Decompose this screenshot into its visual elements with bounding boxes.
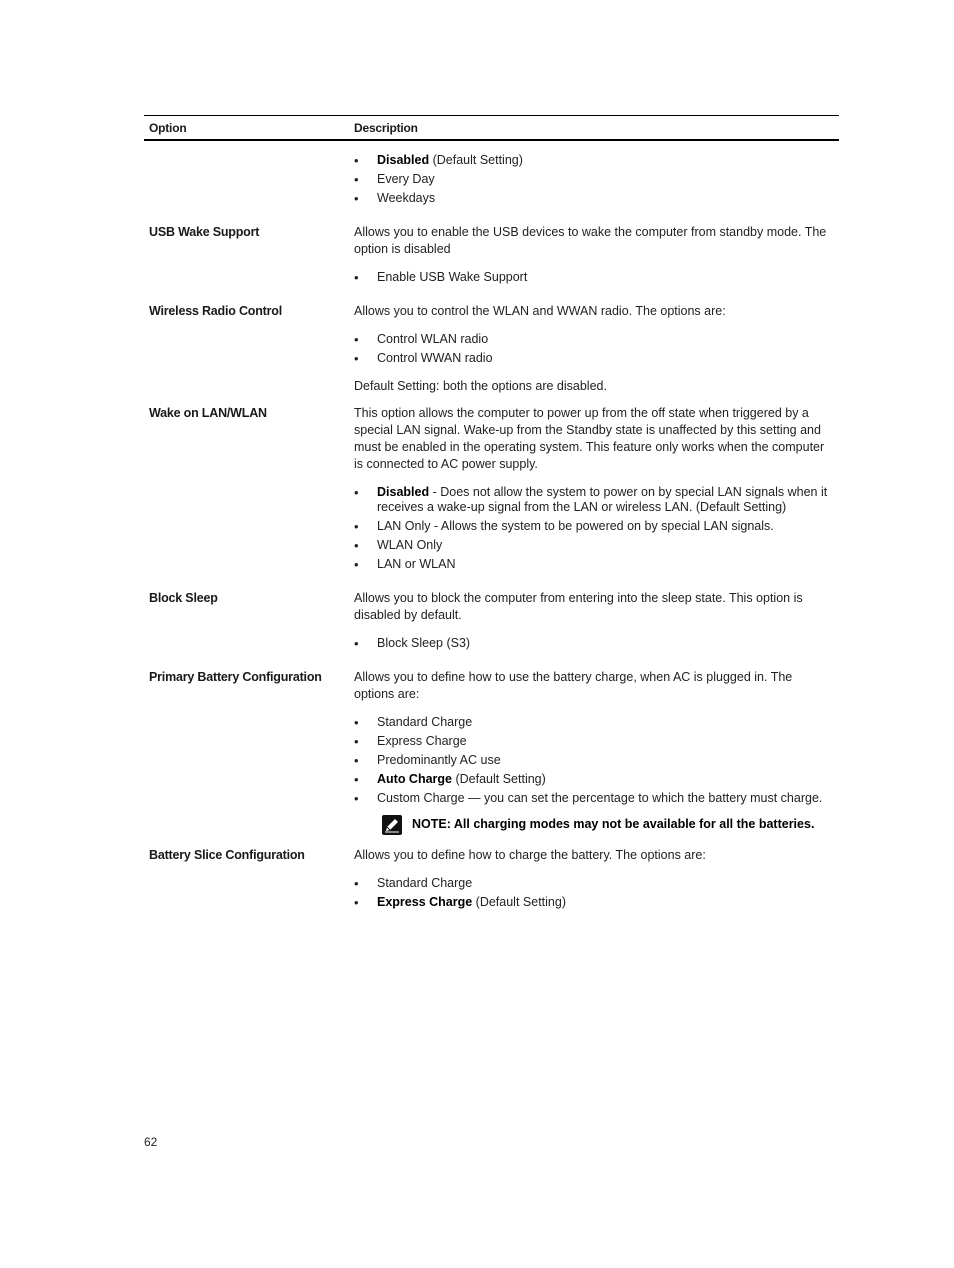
header-option: Option	[144, 116, 349, 141]
option-name: USB Wake Support	[149, 225, 260, 239]
list-item-text: - Does not allow the system to power on by special LAN signals when it receives a wake-up signal from the LAN or wireless LAN. (Default Setting)	[377, 485, 828, 514]
list-item-text: Express Charge	[377, 734, 467, 748]
list-item	[354, 191, 834, 206]
option-description	[349, 140, 839, 210]
description-paragraph: Allows you to control the WLAN and WWAN radio. The options are:	[354, 304, 726, 318]
document-page	[144, 115, 839, 914]
default-value-label: Express Charge	[377, 895, 473, 909]
default-value-label: Disabled	[377, 485, 430, 499]
option-name: Primary Battery Configuration	[149, 670, 322, 684]
list-item	[354, 172, 834, 187]
list-item	[354, 636, 834, 651]
option-description	[349, 210, 839, 289]
table-row	[144, 140, 839, 210]
table-row	[144, 833, 839, 914]
description-paragraph: This option allows the computer to power up from the off state when triggered by a special LAN signal. Wake-up from the Standby state is unaffected by this setting and must be enabled in the operating system. This feature only works when the computer is connected to AC power supply.	[354, 406, 825, 471]
option-values-list	[354, 876, 834, 910]
option-values-list	[354, 332, 834, 366]
option-name: Battery Slice Configuration	[149, 848, 305, 862]
list-item-text: WLAN Only	[377, 538, 443, 552]
option-name: Wake on LAN/WLAN	[149, 406, 267, 420]
default-setting-note: Default Setting: both the options are disabled.	[354, 379, 607, 393]
list-item	[354, 895, 834, 910]
list-item-text: Enable USB Wake Support	[377, 270, 528, 284]
list-item	[354, 772, 834, 787]
table-row	[144, 210, 839, 289]
table-row	[144, 289, 839, 395]
list-item-text: (Default Setting)	[452, 772, 546, 786]
option-description	[349, 833, 839, 914]
description-paragraph: Allows you to define how to use the battery charge, when AC is plugged in. The options are:	[354, 670, 793, 701]
option-values-list	[354, 153, 834, 206]
options-table	[144, 115, 839, 914]
list-item-text: Weekdays	[377, 191, 436, 205]
description-paragraph: Allows you to enable the USB devices to wake the computer from standby mode. The option is disabled	[354, 225, 827, 256]
list-item-text: LAN Only - Allows the system to be powered on by special LAN signals.	[377, 519, 774, 533]
list-item-text: (Default Setting)	[472, 895, 566, 909]
option-description	[349, 576, 839, 655]
list-item-text: Custom Charge — you can set the percentage to which the battery must charge.	[377, 791, 823, 805]
list-item-text: LAN or WLAN	[377, 557, 456, 571]
table-header-row	[144, 116, 839, 141]
description-paragraph: Allows you to block the computer from entering into the sleep state. This option is disabled by default.	[354, 591, 803, 622]
list-item	[354, 557, 834, 572]
list-item	[354, 153, 834, 168]
option-name	[144, 140, 349, 210]
option-values-list	[354, 270, 834, 285]
list-item	[354, 519, 834, 534]
list-item-text: Standard Charge	[377, 715, 473, 729]
list-item	[354, 791, 834, 806]
list-item	[354, 538, 834, 553]
list-item	[354, 876, 834, 891]
option-values-list	[354, 485, 834, 572]
list-item-text: Every Day	[377, 172, 435, 186]
list-item	[354, 715, 834, 730]
table-row	[144, 576, 839, 655]
option-name: Wireless Radio Control	[149, 304, 283, 318]
table-row	[144, 655, 839, 833]
table-body	[144, 140, 839, 914]
option-values-list	[354, 636, 834, 651]
list-item-text: Standard Charge	[377, 876, 473, 890]
header-description: Description	[349, 116, 839, 141]
list-item	[354, 753, 834, 768]
note-callout	[382, 816, 834, 833]
list-item-text: Control WLAN radio	[377, 332, 489, 346]
list-item	[354, 485, 834, 515]
list-item	[354, 332, 834, 347]
note-text: NOTE: All charging modes may not be available for all the batteries.	[412, 817, 815, 831]
page-number: 62	[144, 1135, 158, 1149]
option-values-list	[354, 715, 834, 806]
list-item-text: Control WWAN radio	[377, 351, 493, 365]
default-value-label: Auto Charge	[377, 772, 452, 786]
option-description	[349, 289, 839, 395]
list-item-text: Block Sleep (S3)	[377, 636, 471, 650]
description-paragraph: Allows you to define how to charge the battery. The options are:	[354, 848, 706, 862]
table-row	[144, 395, 839, 576]
default-value-label: Disabled	[377, 153, 430, 167]
list-item	[354, 270, 834, 285]
pencil-note-icon	[382, 815, 402, 835]
option-description	[349, 395, 839, 576]
list-item	[354, 734, 834, 749]
list-item-text: Predominantly AC use	[377, 753, 501, 767]
option-name: Block Sleep	[149, 591, 218, 605]
option-description	[349, 655, 839, 833]
list-item-text: (Default Setting)	[429, 153, 523, 167]
list-item	[354, 351, 834, 366]
